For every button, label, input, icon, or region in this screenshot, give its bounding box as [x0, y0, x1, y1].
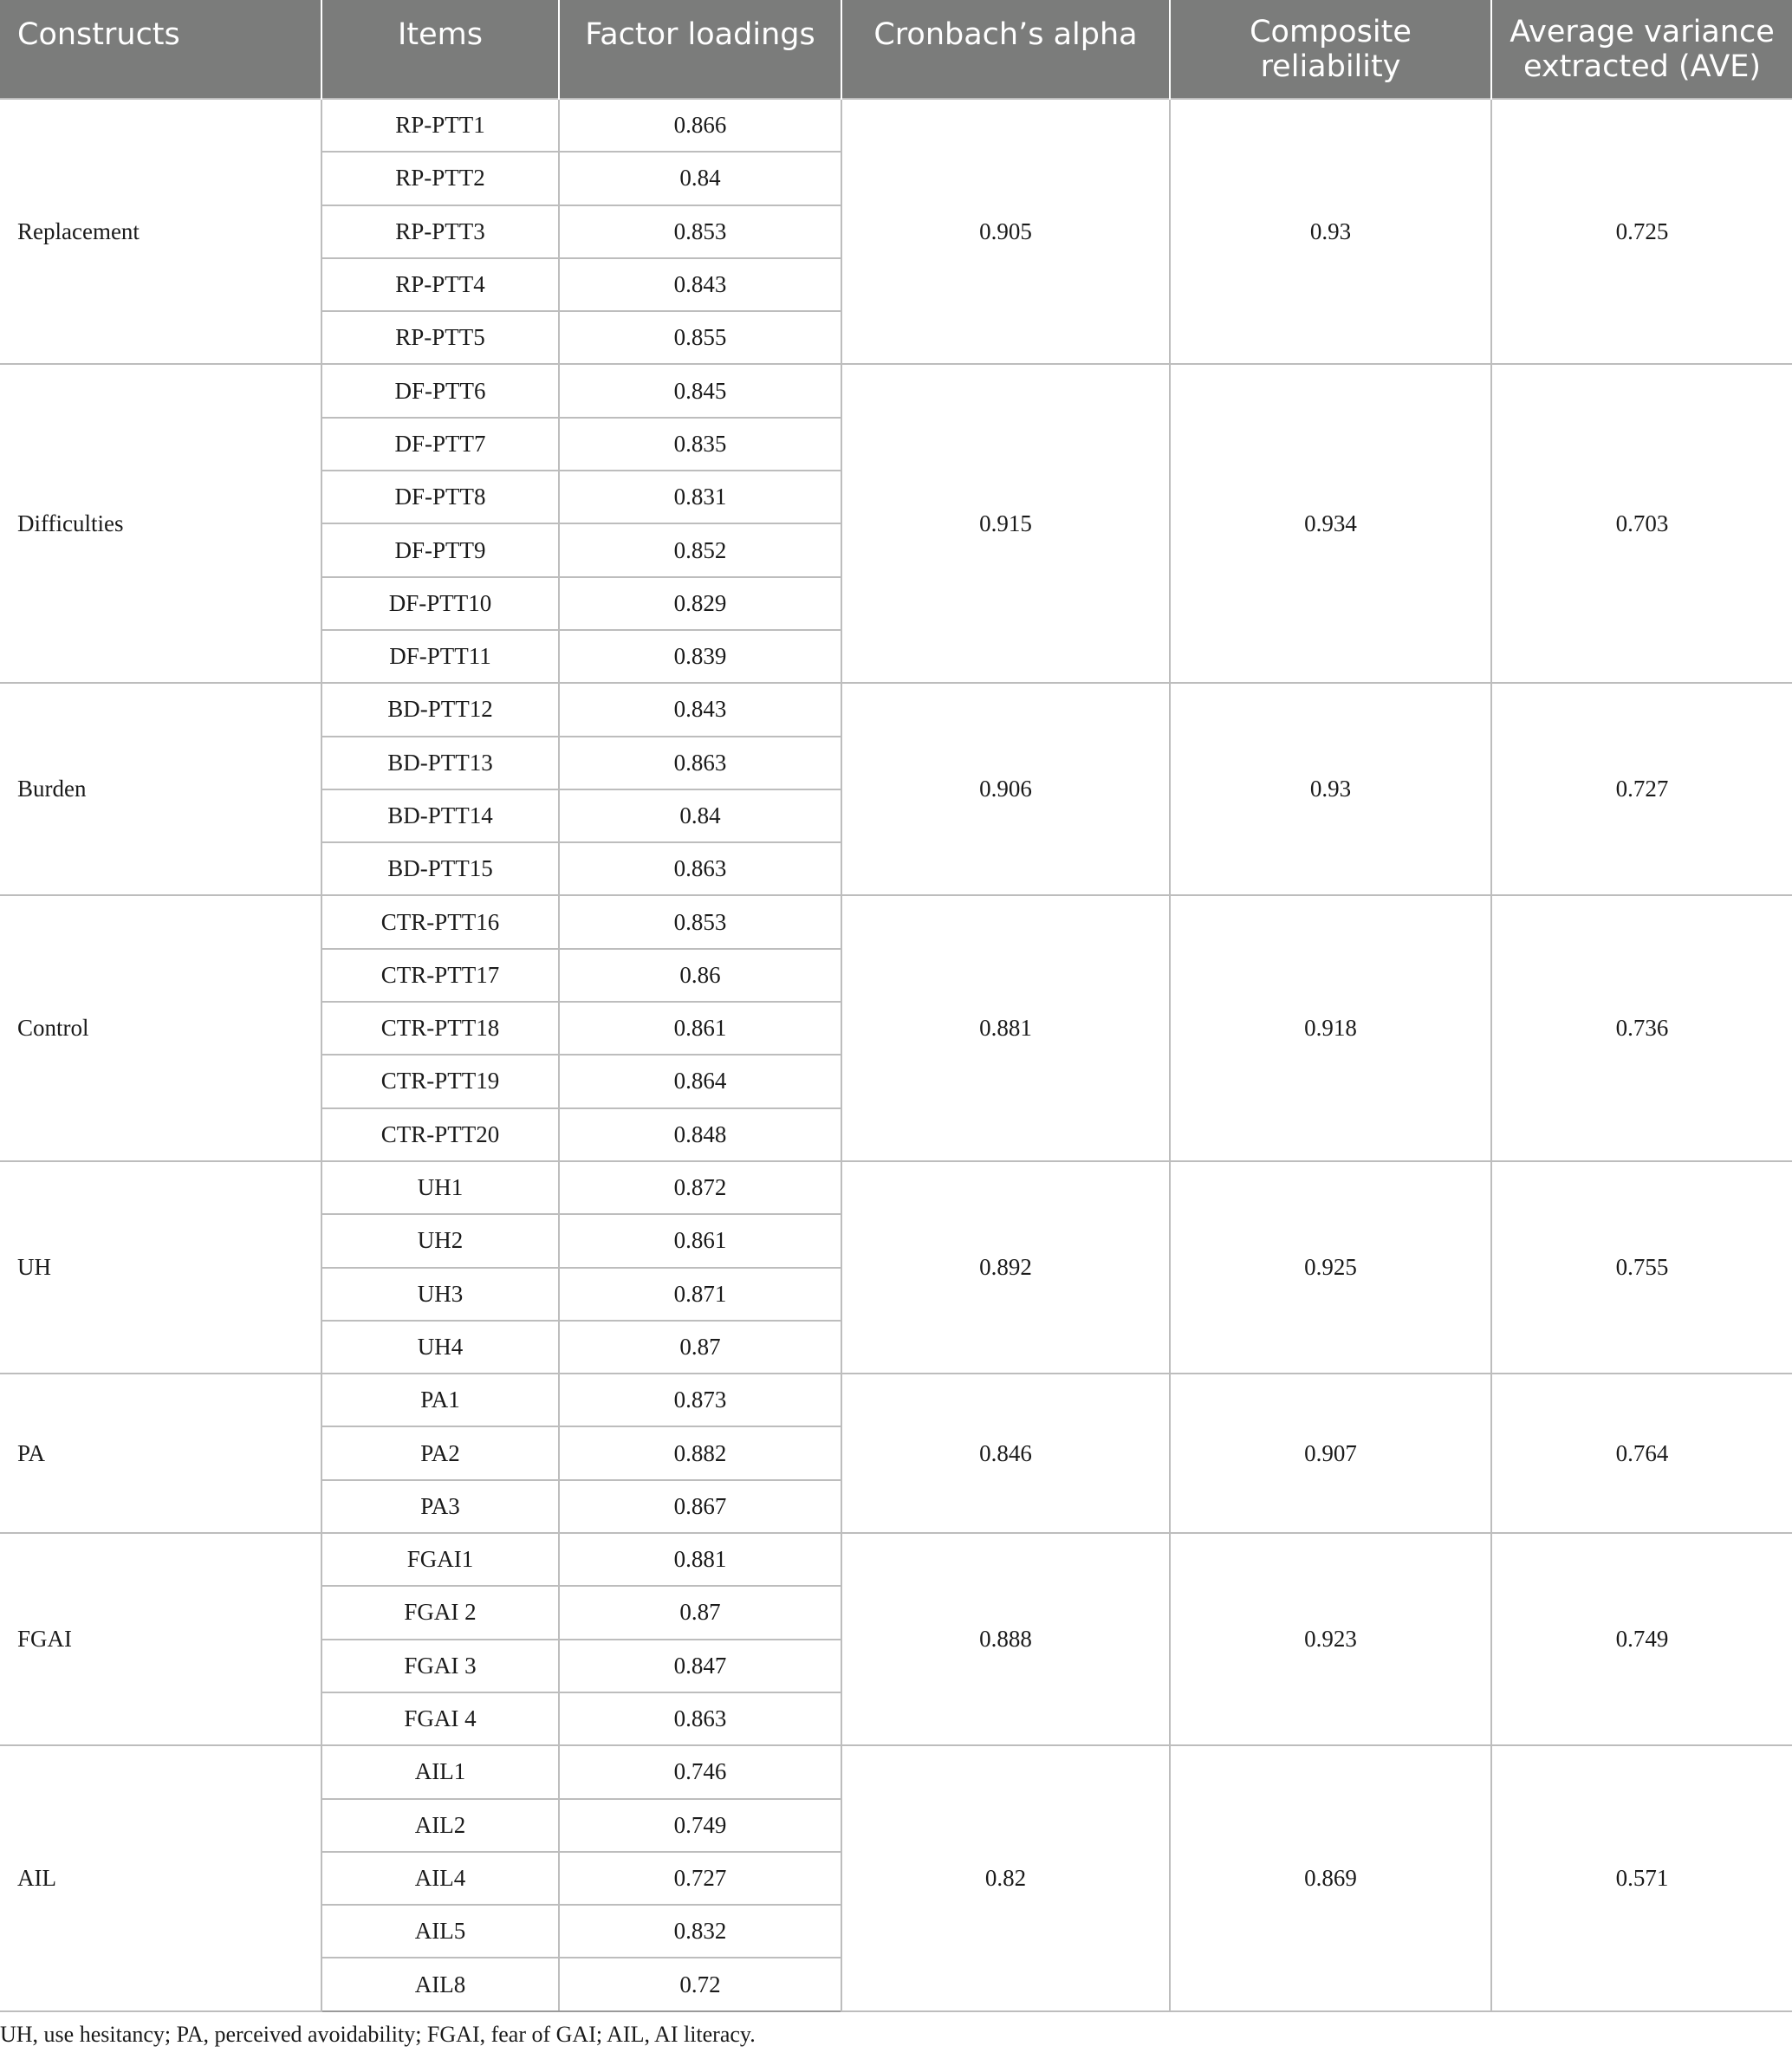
factor-loading-cell: 0.872 — [559, 1161, 841, 1214]
header-row — [0, 0, 1792, 99]
item-cell: DF-PTT6 — [321, 364, 559, 417]
item-cell: FGAI1 — [321, 1533, 559, 1586]
factor-loading-cell: 0.864 — [559, 1055, 841, 1107]
table-footnote: UH, use hesitancy; PA, perceived avoidability; FGAI, fear of GAI; AIL, AI literacy. — [0, 2022, 756, 2047]
item-cell: RP-PTT2 — [321, 152, 559, 205]
construct-cell: Replacement — [0, 99, 321, 364]
header-constructs: Constructs — [0, 0, 321, 99]
cronbachs-alpha-cell: 0.905 — [841, 99, 1170, 364]
item-cell: PA3 — [321, 1480, 559, 1533]
construct-cell: PA — [0, 1374, 321, 1533]
header-cronbachs-alpha: Cronbach’s alpha — [841, 0, 1170, 99]
header-items: Items — [321, 0, 559, 99]
factor-loading-cell: 0.852 — [559, 523, 841, 576]
item-cell: UH1 — [321, 1161, 559, 1214]
factor-loading-cell: 0.829 — [559, 577, 841, 630]
factor-loading-cell: 0.847 — [559, 1640, 841, 1692]
table-header — [0, 0, 1792, 99]
factor-loading-cell: 0.835 — [559, 418, 841, 471]
factor-loading-cell: 0.848 — [559, 1108, 841, 1161]
composite-reliability-cell: 0.93 — [1170, 683, 1491, 895]
item-cell: BD-PTT13 — [321, 737, 559, 789]
factor-loading-cell: 0.72 — [559, 1958, 841, 2010]
factor-loading-cell: 0.87 — [559, 1586, 841, 1639]
item-cell: DF-PTT10 — [321, 577, 559, 630]
factor-loading-cell: 0.855 — [559, 311, 841, 364]
cronbachs-alpha-cell: 0.888 — [841, 1533, 1170, 1745]
item-cell: RP-PTT3 — [321, 205, 559, 258]
item-cell: UH4 — [321, 1321, 559, 1374]
header-ave: Average variance extracted (AVE) — [1491, 0, 1792, 99]
factor-loading-cell: 0.863 — [559, 737, 841, 789]
cronbachs-alpha-cell: 0.82 — [841, 1745, 1170, 2010]
factor-loading-cell: 0.861 — [559, 1002, 841, 1055]
factor-loading-cell: 0.853 — [559, 895, 841, 948]
ave-cell: 0.755 — [1491, 1161, 1792, 1374]
item-cell: AIL4 — [321, 1852, 559, 1905]
factor-loading-cell: 0.727 — [559, 1852, 841, 1905]
construct-cell: UH — [0, 1161, 321, 1374]
construct-cell: Control — [0, 895, 321, 1160]
item-cell: RP-PTT4 — [321, 258, 559, 311]
factor-loading-cell: 0.867 — [559, 1480, 841, 1533]
table-row — [0, 364, 1792, 417]
factor-loading-cell: 0.843 — [559, 683, 841, 736]
composite-reliability-cell: 0.93 — [1170, 99, 1491, 364]
cronbachs-alpha-cell: 0.881 — [841, 895, 1170, 1160]
cronbachs-alpha-cell: 0.906 — [841, 683, 1170, 895]
factor-loading-cell: 0.861 — [559, 1214, 841, 1267]
factor-loading-cell: 0.831 — [559, 471, 841, 523]
header-factor-loadings: Factor loadings — [559, 0, 841, 99]
ave-cell: 0.727 — [1491, 683, 1792, 895]
factor-loading-cell: 0.86 — [559, 949, 841, 1002]
item-cell: AIL2 — [321, 1799, 559, 1852]
factor-loading-cell: 0.871 — [559, 1268, 841, 1321]
item-cell: BD-PTT15 — [321, 842, 559, 895]
factor-loading-cell: 0.853 — [559, 205, 841, 258]
factor-loading-cell: 0.866 — [559, 99, 841, 152]
table-row — [0, 683, 1792, 736]
item-cell: AIL8 — [321, 1958, 559, 2010]
factor-loading-cell: 0.863 — [559, 1692, 841, 1745]
factor-loading-cell: 0.882 — [559, 1426, 841, 1479]
factor-loading-cell: 0.881 — [559, 1533, 841, 1586]
item-cell: FGAI 2 — [321, 1586, 559, 1639]
ave-cell: 0.703 — [1491, 364, 1792, 683]
composite-reliability-cell: 0.907 — [1170, 1374, 1491, 1533]
item-cell: CTR-PTT17 — [321, 949, 559, 1002]
table-row — [0, 1374, 1792, 1426]
factor-loading-cell: 0.832 — [559, 1905, 841, 1958]
cronbachs-alpha-cell: 0.846 — [841, 1374, 1170, 1533]
item-cell: RP-PTT1 — [321, 99, 559, 152]
item-cell: DF-PTT8 — [321, 471, 559, 523]
item-cell: UH3 — [321, 1268, 559, 1321]
item-cell: FGAI 3 — [321, 1640, 559, 1692]
table-row — [0, 895, 1792, 948]
factor-loading-cell: 0.839 — [559, 630, 841, 683]
item-cell: CTR-PTT16 — [321, 895, 559, 948]
composite-reliability-cell: 0.869 — [1170, 1745, 1491, 2010]
factor-loading-cell: 0.873 — [559, 1374, 841, 1426]
ave-cell: 0.749 — [1491, 1533, 1792, 1745]
ave-cell: 0.725 — [1491, 99, 1792, 364]
item-cell: FGAI 4 — [321, 1692, 559, 1745]
factor-loading-cell: 0.746 — [559, 1745, 841, 1798]
factor-loading-cell: 0.863 — [559, 842, 841, 895]
item-cell: BD-PTT14 — [321, 789, 559, 842]
item-cell: PA2 — [321, 1426, 559, 1479]
item-cell: CTR-PTT18 — [321, 1002, 559, 1055]
table-row — [0, 99, 1792, 152]
construct-cell: FGAI — [0, 1533, 321, 1745]
construct-cell: Burden — [0, 683, 321, 895]
item-cell: UH2 — [321, 1214, 559, 1267]
item-cell: RP-PTT5 — [321, 311, 559, 364]
header-composite-reliability: Composite reliability — [1170, 0, 1491, 99]
factor-loading-cell: 0.84 — [559, 789, 841, 842]
item-cell: CTR-PTT19 — [321, 1055, 559, 1107]
item-cell: PA1 — [321, 1374, 559, 1426]
item-cell: DF-PTT11 — [321, 630, 559, 683]
factor-loading-cell: 0.845 — [559, 364, 841, 417]
composite-reliability-cell: 0.923 — [1170, 1533, 1491, 1745]
ave-cell: 0.571 — [1491, 1745, 1792, 2010]
item-cell: CTR-PTT20 — [321, 1108, 559, 1161]
cronbachs-alpha-cell: 0.892 — [841, 1161, 1170, 1374]
item-cell: DF-PTT9 — [321, 523, 559, 576]
construct-cell: Difficulties — [0, 364, 321, 683]
composite-reliability-cell: 0.925 — [1170, 1161, 1491, 1374]
table-row — [0, 1533, 1792, 1586]
composite-reliability-cell: 0.934 — [1170, 364, 1491, 683]
composite-reliability-cell: 0.918 — [1170, 895, 1491, 1160]
ave-cell: 0.736 — [1491, 895, 1792, 1160]
item-cell: AIL5 — [321, 1905, 559, 1958]
cronbachs-alpha-cell: 0.915 — [841, 364, 1170, 683]
factor-loading-cell: 0.843 — [559, 258, 841, 311]
factor-loading-cell: 0.84 — [559, 152, 841, 205]
construct-cell: AIL — [0, 1745, 321, 2010]
factor-loading-cell: 0.87 — [559, 1321, 841, 1374]
factor-loading-cell: 0.749 — [559, 1799, 841, 1852]
table-row — [0, 1161, 1792, 1214]
item-cell: DF-PTT7 — [321, 418, 559, 471]
item-cell: BD-PTT12 — [321, 683, 559, 736]
table-row — [0, 1745, 1792, 1798]
ave-cell: 0.764 — [1491, 1374, 1792, 1533]
table-body — [0, 99, 1792, 2011]
item-cell: AIL1 — [321, 1745, 559, 1798]
